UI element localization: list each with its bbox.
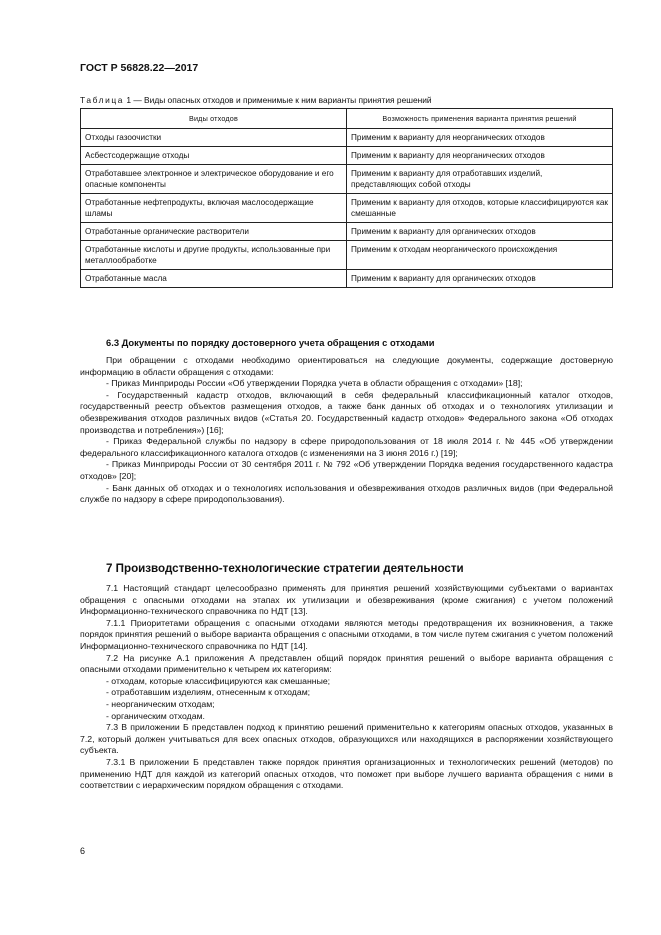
paragraph: 7.2 На рисунке А.1 приложения А представлен общий порядок принятия решений о выборе варианта обращения с опасными отходами применительно к четырем их категориям: [80, 652, 613, 675]
section-7-heading: 7 Производственно-технологические стратегии деятельности [106, 562, 464, 575]
list-item: - Государственный кадастр отходов, включающий в себя федеральный классификационный каталог отходов, государственный реестр объектов размещения отходов, а также банк данных об отходах и о технологиях утилизации и обезвреживания отходов различных видов («Статья 20. Государственный кадастр отходов» Федерального закона «Об отходах производства и потребления») [16]; [80, 389, 613, 435]
table-cell: Отходы газоочистки [81, 129, 347, 147]
list-item: - отработавшим изделиям, отнесенным к отходам; [106, 687, 311, 698]
table-cell: Применим к варианту для органических отходов [347, 270, 613, 288]
table-header-waste-types: Виды отходов [81, 109, 347, 129]
section-6-3-body [80, 355, 613, 506]
list-item: - Приказ Минприроды России «Об утверждении Порядка учета в области обращения с отходами» [18]; [106, 378, 523, 389]
table-row [81, 165, 613, 194]
section-7-body [80, 583, 613, 792]
table-caption-label: Таблица [80, 95, 125, 105]
table-header-decision-options: Возможность применения варианта принятия решений [347, 109, 613, 129]
table-header-row [81, 109, 613, 129]
table-row [81, 270, 613, 288]
paragraph: 7.3.1 В приложении Б представлен также порядок принятия организационных и технологических решений (методов) по применению НДТ для каждой из категорий опасных отходов, что поможет при выборе лучшего варианта обращения с ними в соответствии с иерархическим порядком обращения с отходами. [80, 756, 613, 791]
table-cell: Применим к варианту для неорганических отходов [347, 147, 613, 165]
list-item: - Банк данных об отходах и о технологиях использования и обезвреживания отходов различных видов (при Федеральной службе по надзору в сфере природопользования). [80, 482, 613, 505]
table-cell: Отработанные кислоты и другие продукты, использованные при металлообработке [81, 241, 347, 270]
table-row [81, 241, 613, 270]
section-6-3-heading: 6.3 Документы по порядку достоверного учета обращения с отходами [106, 337, 435, 348]
table-cell: Асбестсодержащие отходы [81, 147, 347, 165]
table-row [81, 129, 613, 147]
list-item: - органическим отходам. [106, 710, 205, 721]
page-number: 6 [80, 846, 86, 856]
table-cell: Отработавшее электронное и электрическое оборудование и его опасные компоненты [81, 165, 347, 194]
table-cell: Отработанные масла [81, 270, 347, 288]
table-caption-text: 1 — Виды опасных отходов и применимые к ним варианты принятия решений [124, 95, 432, 105]
paragraph: 7.1 Настоящий стандарт целесообразно применять для принятия решений хозяйствующими субъектами о вариантах обращения с опасными отходами на этапах их утилизации и обезвреживания (кроме сжигания) с учетом положений Информационно-технического справочника по НДТ [13]. [80, 583, 613, 617]
table-cell: Применим к варианту для отходов, которые классифицируются как смешанные [347, 194, 613, 223]
table-cell: Применим к варианту для органических отходов [347, 223, 613, 241]
table-cell: Отработанные нефтепродукты, включая маслосодержащие шламы [81, 194, 347, 223]
waste-types-table [80, 108, 613, 288]
table-caption [80, 95, 432, 105]
table-cell: Применим к отходам неорганического происхождения [347, 241, 613, 270]
table-row [81, 147, 613, 165]
table-cell: Применим к варианту для неорганических отходов [347, 129, 613, 147]
table-row [81, 223, 613, 241]
list-item: - неорганическим отходам; [106, 698, 215, 709]
document-header: ГОСТ Р 56828.22—2017 [80, 62, 199, 74]
table-cell: Применим к варианту для отработавших изделий, представляющих собой отходы [347, 165, 613, 194]
list-item: - Приказ Минприроды России от 30 сентября 2011 г. № 792 «Об утверждении Порядка ведения государственного кадастра отходов» [20]; [80, 459, 613, 481]
paragraph: При обращении с отходами необходимо ориентироваться на следующие документы, содержащие достоверную информацию в области обращения с отходами: [80, 355, 613, 377]
table-cell: Отработанные органические растворители [81, 223, 347, 241]
list-item: - отходам, которые классифицируются как смешанные; [106, 675, 331, 686]
paragraph: 7.1.1 Приоритетами обращения с опасными отходами являются методы предотвращения их возникновения, а также порядок принятия решений о выборе варианта обращения с опасными отходами, в том числе путем сжигания с учетом положений Информационно-технического справочника по НДТ [14]. [80, 617, 613, 651]
list-item: - Приказ Федеральной службы по надзору в сфере природопользования от 18 июля 2014 г. № 445 «Об утверждении федерального классификационного каталога отходов (с изменениями на 3 июня 2016 г.) [19]; [80, 436, 613, 458]
paragraph: 7.3 В приложении Б представлен подход к принятию решений применительно к категориям опасных отходов, указанных в 7.2, который должен учитываться для всех опасных отходов, образующихся или находящихся в распоряжении хозяйствующего субъекта. [80, 722, 613, 756]
table-row [81, 194, 613, 223]
